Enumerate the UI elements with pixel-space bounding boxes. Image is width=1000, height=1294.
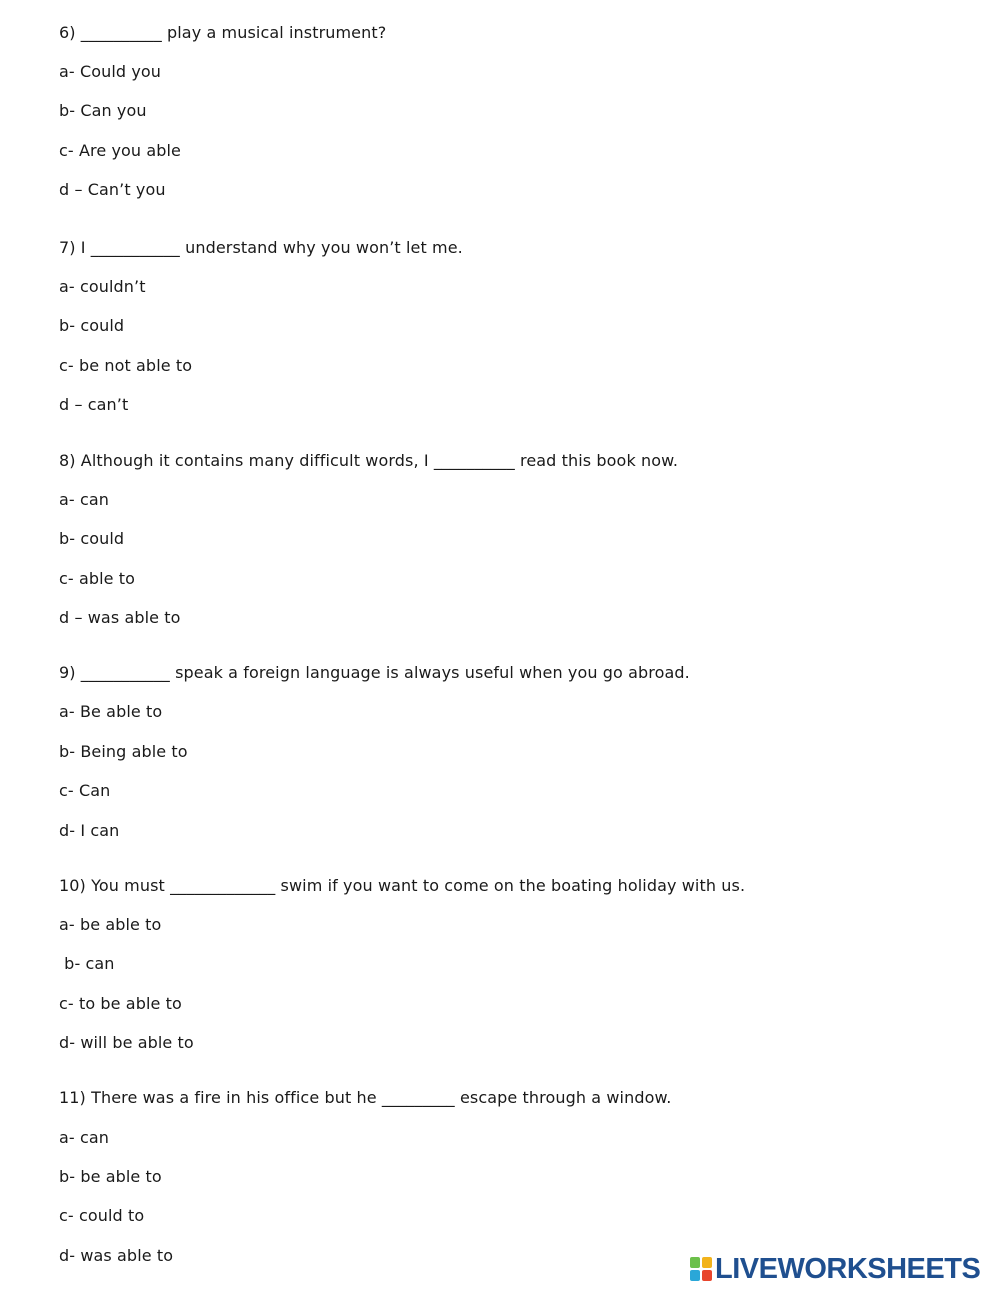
question-8-option-d[interactable]: d – was able to [59,608,181,627]
question-6-option-d[interactable]: d – Can’t you [59,180,166,199]
question-9-option-b[interactable]: b- Being able to [59,742,188,761]
question-8-prompt: 8) Although it contains many difficult words, I __________ read this book now. [59,451,679,470]
question-9-option-c[interactable]: c- Can [59,781,111,800]
question-11-option-a[interactable]: a- can [59,1128,110,1147]
question-8-option-b[interactable]: b- could [59,529,125,548]
logo-tile-red [702,1270,712,1281]
logo-tile-yellow [702,1257,712,1268]
liveworksheets-logo [690,1254,980,1284]
question-7-option-b[interactable]: b- could [59,316,125,335]
question-7-option-c[interactable]: c- be not able to [59,356,193,375]
question-10-option-c[interactable]: c- to be able to [59,994,182,1013]
question-7-option-d[interactable]: d – can’t [59,395,129,414]
question-6-option-b[interactable]: b- Can you [59,101,147,120]
logo-tile-green [690,1257,700,1268]
question-6-option-a[interactable]: a- Could you [59,62,162,81]
liveworksheets-logo-text: LIVEWORKSHEETS [715,1253,981,1285]
question-7-option-a[interactable]: a- couldn’t [59,277,146,296]
question-11-option-b[interactable]: b- be able to [59,1167,162,1186]
question-8-option-a[interactable]: a- can [59,490,110,509]
question-11-option-d[interactable]: d- was able to [59,1246,174,1265]
logo-tile-blue [690,1270,700,1281]
question-8-option-c[interactable]: c- able to [59,569,136,588]
liveworksheets-logo-icon [690,1257,712,1281]
question-11-option-c[interactable]: c- could to [59,1206,145,1225]
question-10-option-a[interactable]: a- be able to [59,915,162,934]
question-6-option-c[interactable]: c- Are you able [59,141,181,160]
question-10-prompt: 10) You must _____________ swim if you want to come on the boating holiday with us. [59,876,746,895]
question-7-prompt: 7) I ___________ understand why you won’t let me. [59,238,463,257]
question-9-option-a[interactable]: a- Be able to [59,702,163,721]
question-6-prompt: 6) __________ play a musical instrument? [59,23,387,42]
question-10-option-d[interactable]: d- will be able to [59,1033,194,1052]
question-11-prompt: 11) There was a fire in his office but he _________ escape through a window. [59,1088,672,1107]
question-9-prompt: 9) ___________ speak a foreign language is always useful when you go abroad. [59,663,690,682]
question-9-option-d[interactable]: d- I can [59,821,120,840]
question-10-option-b[interactable]: b- can [59,954,115,973]
